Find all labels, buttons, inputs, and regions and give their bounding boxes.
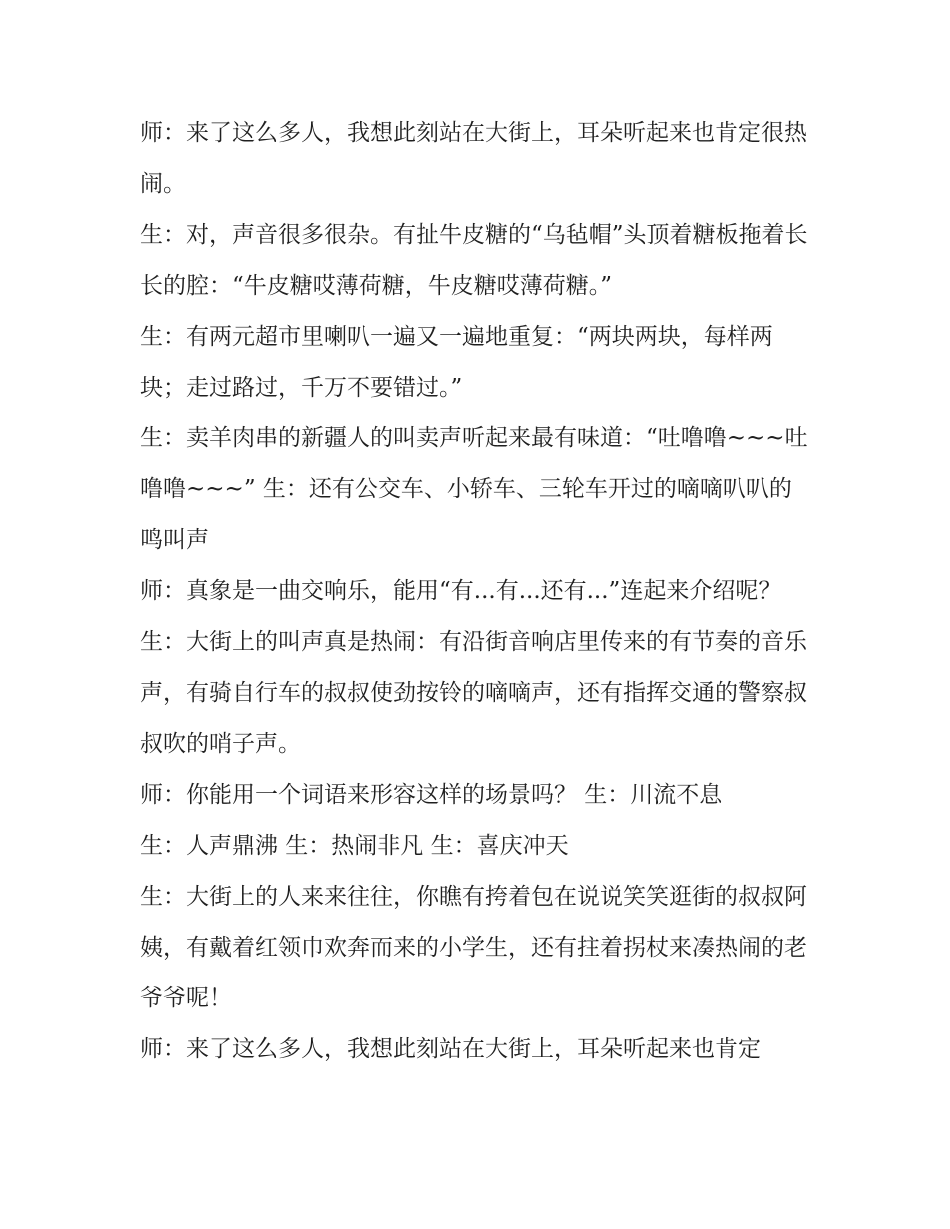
paragraph: 生：人声鼎沸 生：热闹非凡 生：喜庆冲天 (140, 832, 569, 859)
paragraph: 生：对，声音很多很杂。有扯牛皮糖的“乌毡帽”头顶着糖板拖着长长的腔：“牛皮糖哎薄荷糖，牛皮糖哎薄荷糖。” (140, 221, 808, 299)
paragraph: 生：大街上的叫声真是热闹：有沿街音响店里传来的有节奏的音乐声，有骑自行车的叔叔使劲按铃的嘀嘀声，还有指挥交通的警察叔叔吹的哨子声。 (140, 629, 807, 757)
paragraph: 师：来了这么多人，我想此刻站在大街上，耳朵听起来也肯定 (140, 1036, 761, 1063)
paragraph: 生：卖羊肉串的新疆人的叫卖声听起来最有味道：“吐噜噜~~~吐噜噜~~~” 生：还有公交车、小轿车、三轮车开过的嘀嘀叭叭的鸣叫声 (140, 425, 808, 554)
document-page (140, 108, 812, 1075)
paragraph: 师：真象是一曲交响乐，能用“有...有...还有...”连起来介绍呢？ (140, 578, 782, 605)
paragraph: 师：你能用一个词语来形容这样的场景吗？ 生：川流不息 (140, 781, 723, 808)
paragraph: 生：有两元超市里喇叭一遍又一遍地重复：“两块两块，每样两块；走过路过，千万不要错过。” (140, 323, 773, 401)
paragraph: 生：大街上的人来来往往，你瞧有挎着包在说说笑笑逛街的叔叔阿姨，有戴着红领巾欢奔而来的小学生，还有拄着拐杖来凑热闹的老爷爷呢！ (140, 883, 807, 1012)
paragraph: 师：来了这么多人，我想此刻站在大街上，耳朵听起来也肯定很热闹。 (140, 120, 807, 197)
